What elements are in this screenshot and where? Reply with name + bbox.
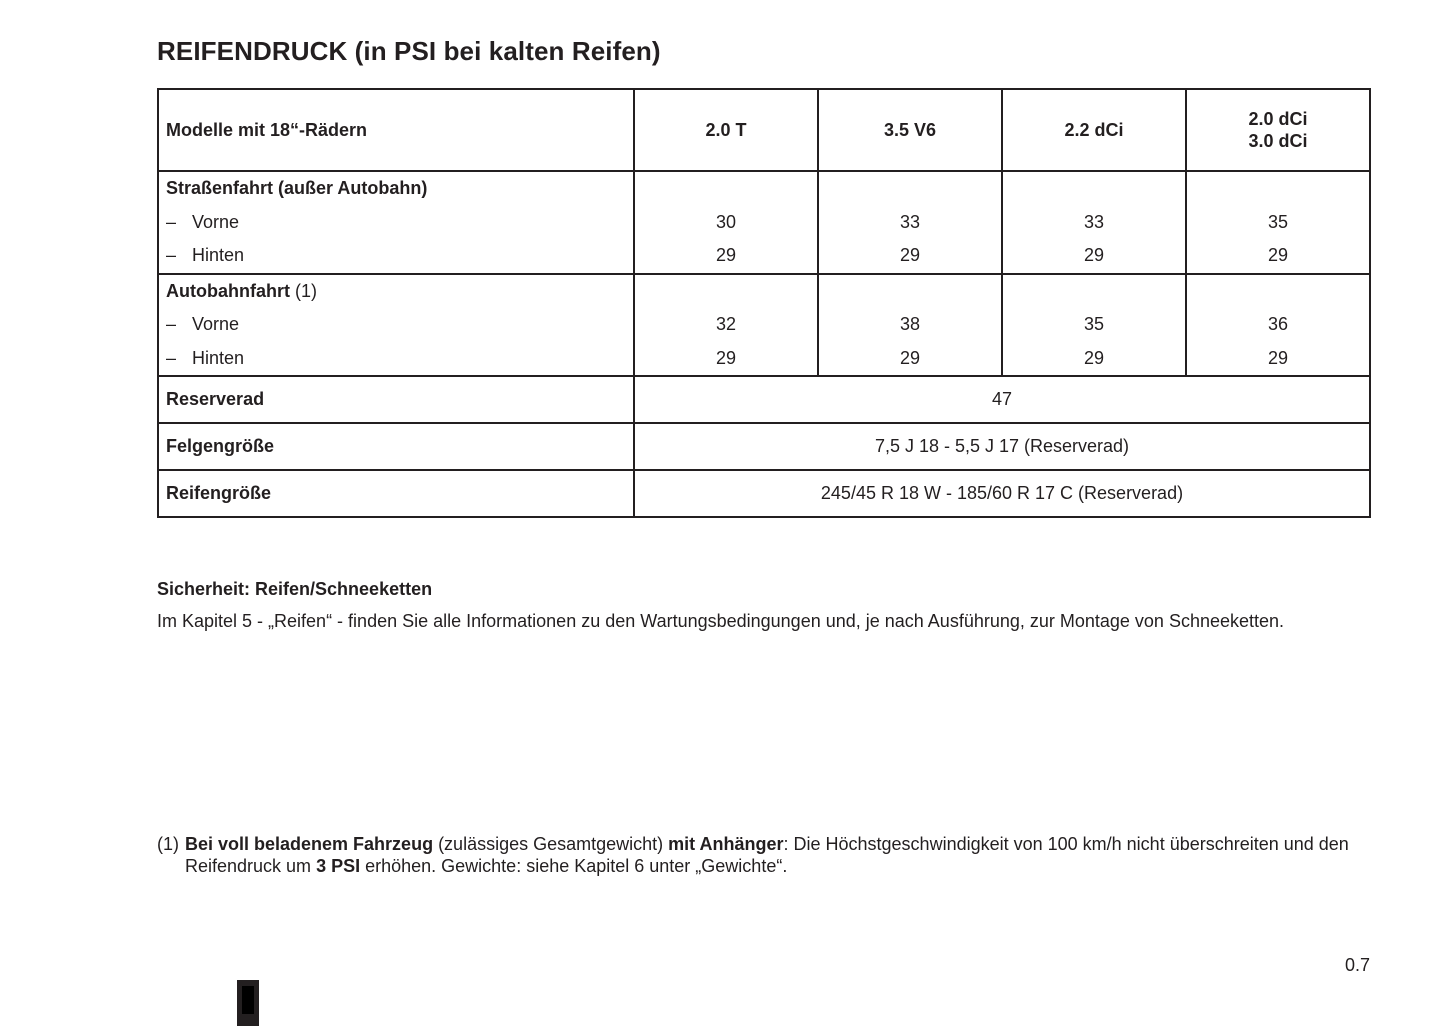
- footnote-bold: 3 PSI: [316, 856, 361, 876]
- dash: –: [166, 314, 177, 334]
- footnote-body: [157, 833, 1377, 877]
- page-edge-marker: [237, 980, 259, 1026]
- road-values-2-0-t: [634, 171, 818, 274]
- front-label: Vorne: [192, 314, 240, 334]
- road-front-label-line: [166, 206, 633, 240]
- motorway-values-3-5-v6: [818, 274, 1002, 377]
- road-values-2-2-dci: [1002, 171, 1186, 274]
- rear-value: 29: [715, 245, 737, 265]
- road-driving-row: [158, 171, 1370, 274]
- motorway-values-2-0-t: [634, 274, 818, 377]
- model-header-line: 3.5 V6: [883, 120, 937, 140]
- tyre-size-value: 245/45 R 18 W - 185/60 R 17 C (Reserverad): [634, 470, 1370, 517]
- front-value: 35: [1083, 314, 1105, 334]
- motorway-front-label-line: [166, 308, 633, 342]
- road-values-3-5-v6: [818, 171, 1002, 274]
- rear-value: 29: [899, 347, 921, 368]
- motorway-title-line: [166, 275, 633, 309]
- footnote-text: erhöhen. Gewichte: siehe Kapitel 6 unter „Gewichte“.: [360, 856, 788, 876]
- motorway-rear-label-line: [166, 342, 633, 376]
- dash: –: [166, 245, 177, 265]
- front-value: 38: [899, 314, 921, 334]
- road-values-2-0-3-0-dci: [1186, 171, 1370, 274]
- front-value: 36: [1267, 314, 1289, 334]
- motorway-values-2-2-dci: [1002, 274, 1186, 377]
- road-driving-title: Straßenfahrt (außer Autobahn): [166, 178, 428, 198]
- model-header-line: 2.2 dCi: [1064, 120, 1124, 140]
- safety-section-text: Im Kapitel 5 - „Reifen“ - finden Sie alle Informationen zu den Wartungsbedingungen und, je nach Ausführung, zur Montage von Schneeketten.: [157, 611, 1285, 631]
- footnote-reference: (1): [295, 280, 317, 301]
- motorway-driving-labels: [158, 274, 634, 377]
- spare-wheel-label: Reserverad: [158, 376, 634, 423]
- model-header-2-0-t: [634, 89, 818, 171]
- tyre-size-row: [158, 470, 1370, 517]
- model-header-line: 3.0 dCi: [1248, 131, 1308, 151]
- road-rear-label-line: [166, 239, 633, 273]
- model-header-2-2-dci: [1002, 89, 1186, 171]
- front-value: 32: [715, 314, 737, 334]
- rear-value: 29: [1267, 245, 1289, 265]
- page-title: REIFENDRUCK (in PSI bei kalten Reifen): [157, 36, 661, 66]
- tyre-size-label: Reifengröße: [158, 470, 634, 517]
- road-driving-labels: [158, 171, 634, 274]
- footnote-number: (1): [157, 834, 179, 854]
- model-header-2-0-3-0-dci: [1186, 89, 1370, 171]
- footnote: [157, 833, 1377, 877]
- motorway-driving-row: [158, 274, 1370, 377]
- dash: –: [166, 211, 177, 232]
- motorway-values-2-0-3-0-dci: [1186, 274, 1370, 377]
- model-header-line: 2.0 T: [705, 120, 747, 140]
- header-label: Modelle mit 18“-Rädern: [158, 89, 634, 171]
- front-value: 30: [715, 211, 737, 232]
- safety-section-title: Sicherheit: Reifen/Schneeketten: [157, 579, 433, 599]
- front-value: 35: [1267, 211, 1289, 232]
- model-header-3-5-v6: [818, 89, 1002, 171]
- rear-value: 29: [715, 347, 737, 368]
- front-label: Vorne: [192, 211, 240, 232]
- motorway-driving-title: Autobahnfahrt: [166, 280, 290, 301]
- spare-wheel-row: [158, 376, 1370, 423]
- front-value: 33: [899, 211, 921, 232]
- rim-size-row: [158, 423, 1370, 470]
- footnote-text: (zulässiges Gesamtgewicht): [433, 834, 669, 854]
- tire-pressure-table: [157, 88, 1371, 518]
- rear-value: 29: [1267, 347, 1289, 368]
- rim-size-label: Felgengröße: [158, 423, 634, 470]
- rear-value: 29: [899, 245, 921, 265]
- front-value: 33: [1083, 211, 1105, 232]
- rear-value: 29: [1083, 245, 1105, 265]
- table-header-row: [158, 89, 1370, 171]
- footnote-text: : Die Höchstgeschwindigkeit von 100 km/h nicht überschreiten und den Reifendruck um: [185, 834, 1349, 876]
- footnote-bold: Bei voll beladenem Fahrzeug: [185, 834, 434, 854]
- model-header-line: 2.0 dCi: [1248, 109, 1308, 129]
- rim-size-value: 7,5 J 18 - 5,5 J 17 (Reserverad): [634, 423, 1370, 470]
- rear-label: Hinten: [192, 245, 245, 265]
- footnote-bold: mit Anhänger: [668, 834, 784, 854]
- spare-wheel-value: 47: [634, 376, 1370, 423]
- page-number: 0.7: [1344, 955, 1370, 975]
- rear-label: Hinten: [192, 347, 245, 368]
- rear-value: 29: [1083, 347, 1105, 368]
- dash: –: [166, 347, 177, 368]
